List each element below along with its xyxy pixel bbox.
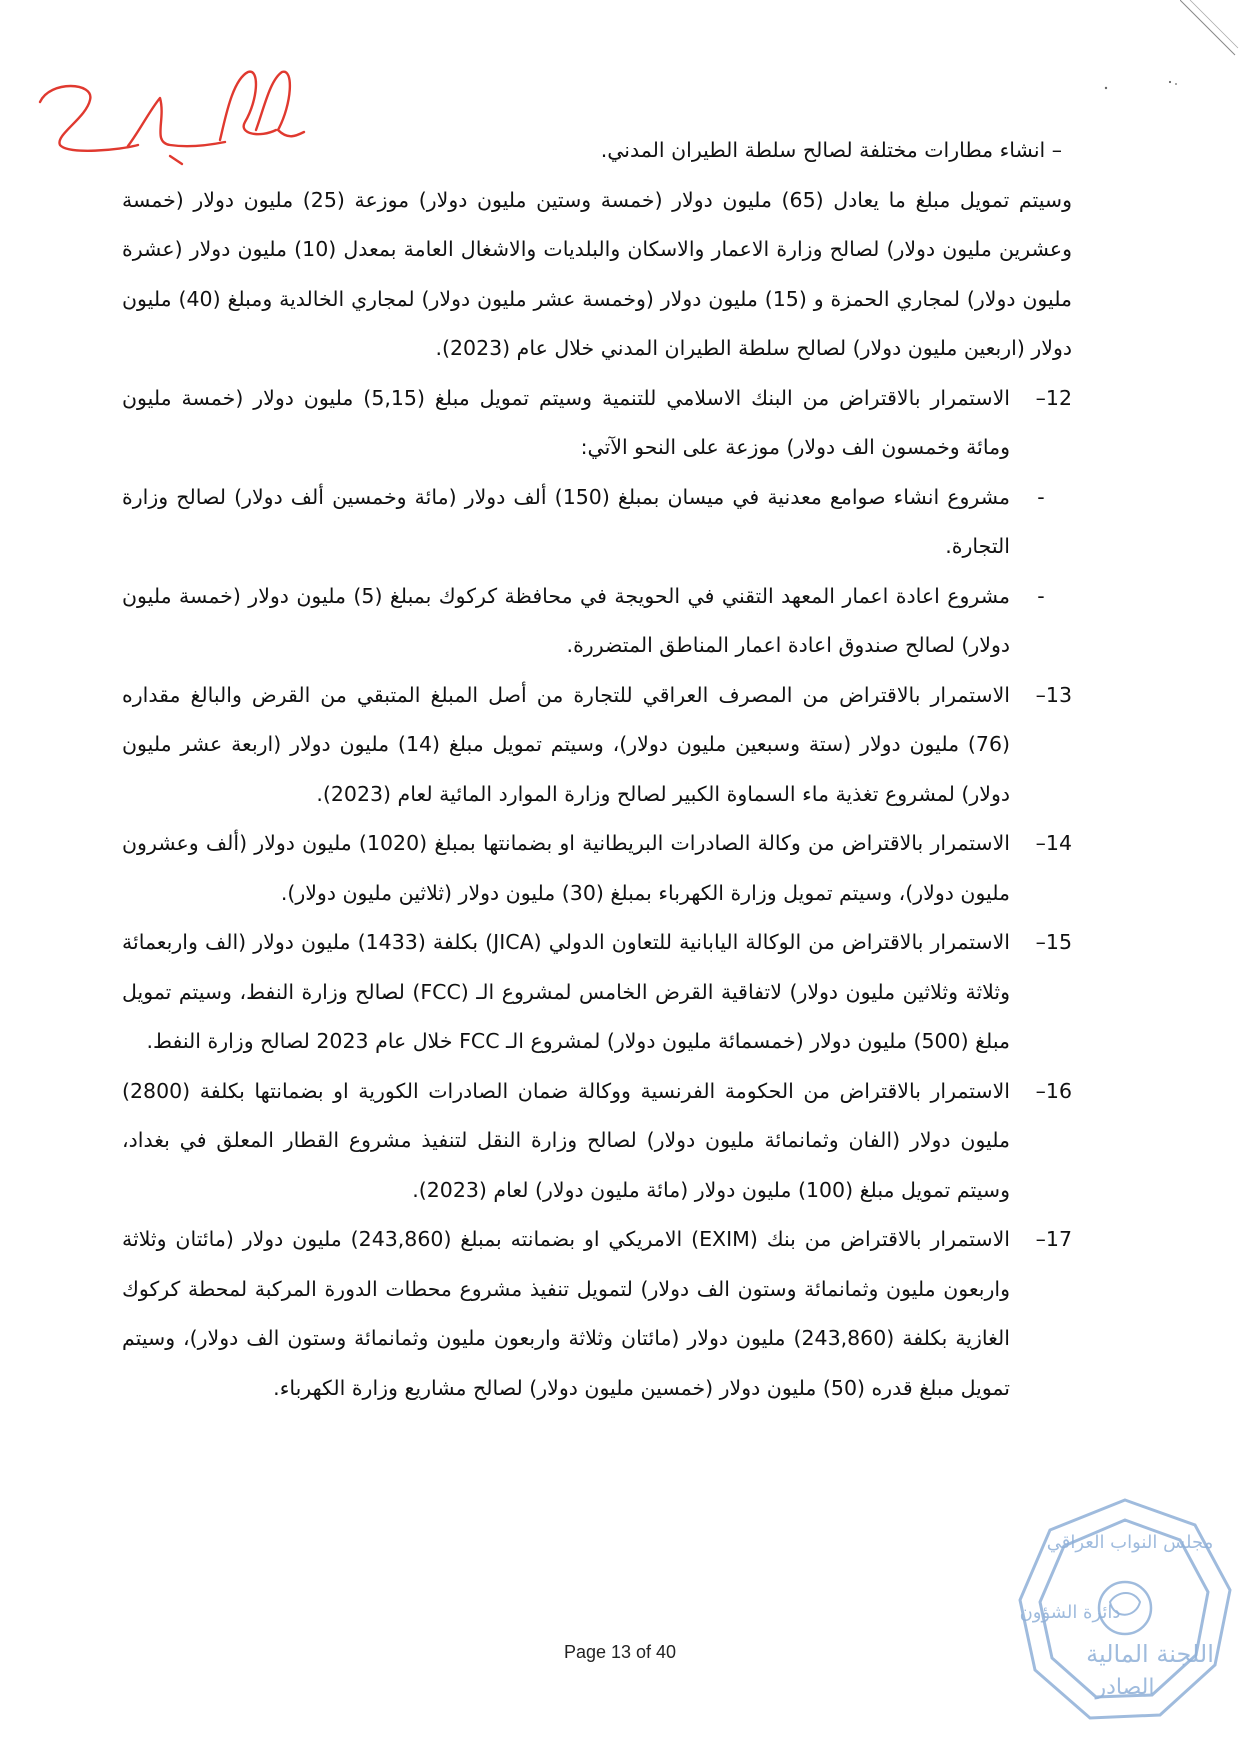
item-text: الاستمرار بالاقتراض من بنك (EXIM) الامريكي او بضمانته بمبلغ (243,860) مليون دولار (مائتان وثلاثة واربعون مليون وثمانمائة وستون الف دولار) لتمويل تنفيذ مشروع محطات الدورة المركبة لمحطة كركوك الغازية بكلفة (243,860) مليون دولار (مائتان وثلاثة واربعون مليون وثمانمائة وستون الف دولار)، وسيتم تمويل مبلغ قدره (50) مليون دولار (خمسين مليون دولار) لصالح مشاريع وزارة الكهرباء. [122, 1227, 1010, 1400]
bullet-item [122, 572, 1072, 671]
scan-specks [1100, 70, 1180, 110]
item-text: الاستمرار بالاقتراض من الحكومة الفرنسية ووكالة ضمان الصادرات الكورية او بضمانتها بكلفة (2800) مليون دولار (الفان وثمانمائة مليون دولار) لصالح وزارة النقل لتنفيذ مشروع القطار المعلق في بغداد، وسيتم تمويل مبلغ (100) مليون دولار (مائة مليون دولار) لعام (2023). [122, 1078, 1010, 1202]
document-body [122, 126, 1072, 1413]
bullet-dash: - [1037, 583, 1045, 608]
bullet-dash: - [1037, 484, 1045, 509]
item-number: 16– [1035, 1078, 1072, 1103]
item-number: 17– [1035, 1227, 1072, 1251]
official-stamp [1010, 1490, 1240, 1730]
item-number: 12– [1035, 385, 1072, 410]
item-text: الاستمرار بالاقتراض من الوكالة اليابانية للتعاون الدولي (JICA) بكلفة (1433) مليون دولار (الف واربعمائة وثلاثة وثلاثين مليون دولار) لاتفاقية القرض الخامس لمشروع الـ (FCC) لصالح وزارة النفط، وسيتم تمويل مبلغ (500) مليون دولار (خمسمائة مليون دولار) لمشروع الـ FCC خلال عام 2023 لصالح وزارة النفط. [122, 930, 1010, 1053]
item-number: 13– [1035, 682, 1072, 707]
stamp-text: دائرة الشؤون [1019, 1602, 1121, 1623]
item-text: الاستمرار بالاقتراض من البنك الاسلامي للتنمية وسيتم تمويل مبلغ (5,15) مليون دولار (خمسة مليون ومائة وخمسون الف دولار) موزعة على النحو الآتي: [122, 385, 1010, 459]
intro-dash-line: – انشاء مطارات مختلفة لصالح سلطة الطيران المدني. [600, 138, 1062, 162]
numbered-item-16 [122, 1067, 1072, 1216]
stamp-text: اللجنة المالية [1086, 1640, 1214, 1668]
numbered-item-17 [122, 1215, 1072, 1413]
stamp-text: مجلس النواب العراقي [1046, 1532, 1214, 1553]
item-number: 14– [1035, 831, 1072, 855]
corner-scan-mark [1180, 0, 1240, 60]
numbered-item-13 [122, 671, 1072, 820]
numbered-item-12 [122, 374, 1072, 473]
bullet-text: مشروع انشاء صوامع معدنية في ميسان بمبلغ (150) ألف دولار (مائة وخمسين ألف دولار) لصالح وزارة التجارة. [122, 484, 1011, 558]
page-number-footer: Page 13 of 40 [563, 1642, 677, 1662]
bullet-text: مشروع اعادة اعمار المعهد التقني في الحويجة في محافظة كركوك بمبلغ (5) مليون دولار (خمسة مليون دولار) لصالح صندوق اعادة اعمار المناطق المتضررة. [122, 583, 1010, 657]
stamp-text: الصادر [1095, 1675, 1155, 1700]
item-text: الاستمرار بالاقتراض من وكالة الصادرات البريطانية او بضمانتها بمبلغ (1020) مليون دولار (ألف وعشرون مليون دولار)، وسيتم تمويل وزارة الكهرباء بمبلغ (30) مليون دولار (ثلاثين مليون دولار). [122, 831, 1010, 905]
numbered-item-14 [122, 819, 1072, 918]
numbered-item-15 [122, 918, 1072, 1067]
intro-paragraph: وسيتم تمويل مبلغ ما يعادل (65) مليون دولار (خمسة وستين مليون دولار) موزعة (25) مليون دولار (خمسة وعشرين مليون دولار) لصالح وزارة الاعمار والاسكان والبلديات والاشغال العامة بمعدل (10) مليون دولار (عشرة مليون دولار) لمجاري الحمزة و (15) مليون دولار (وخمسة عشر مليون دولار) لمجاري الخالدية ومبلغ (40) مليون دولار (اربعين مليون دولار) لصالح سلطة الطيران المدني خلال عام (2023). [122, 187, 1072, 360]
bullet-item [122, 473, 1072, 572]
item-text: الاستمرار بالاقتراض من المصرف العراقي للتجارة من أصل المبلغ المتبقي من القرض والبالغ مقداره (76) مليون دولار (ستة وسبعين مليون دولار)، وسيتم تمويل مبلغ (14) مليون دولار (اربعة عشر مليون دولار) لمشروع تغذية ماء السماوة الكبير لصالح وزارة الموارد المائية لعام (2023). [122, 682, 1011, 806]
item-number: 15– [1035, 930, 1072, 954]
